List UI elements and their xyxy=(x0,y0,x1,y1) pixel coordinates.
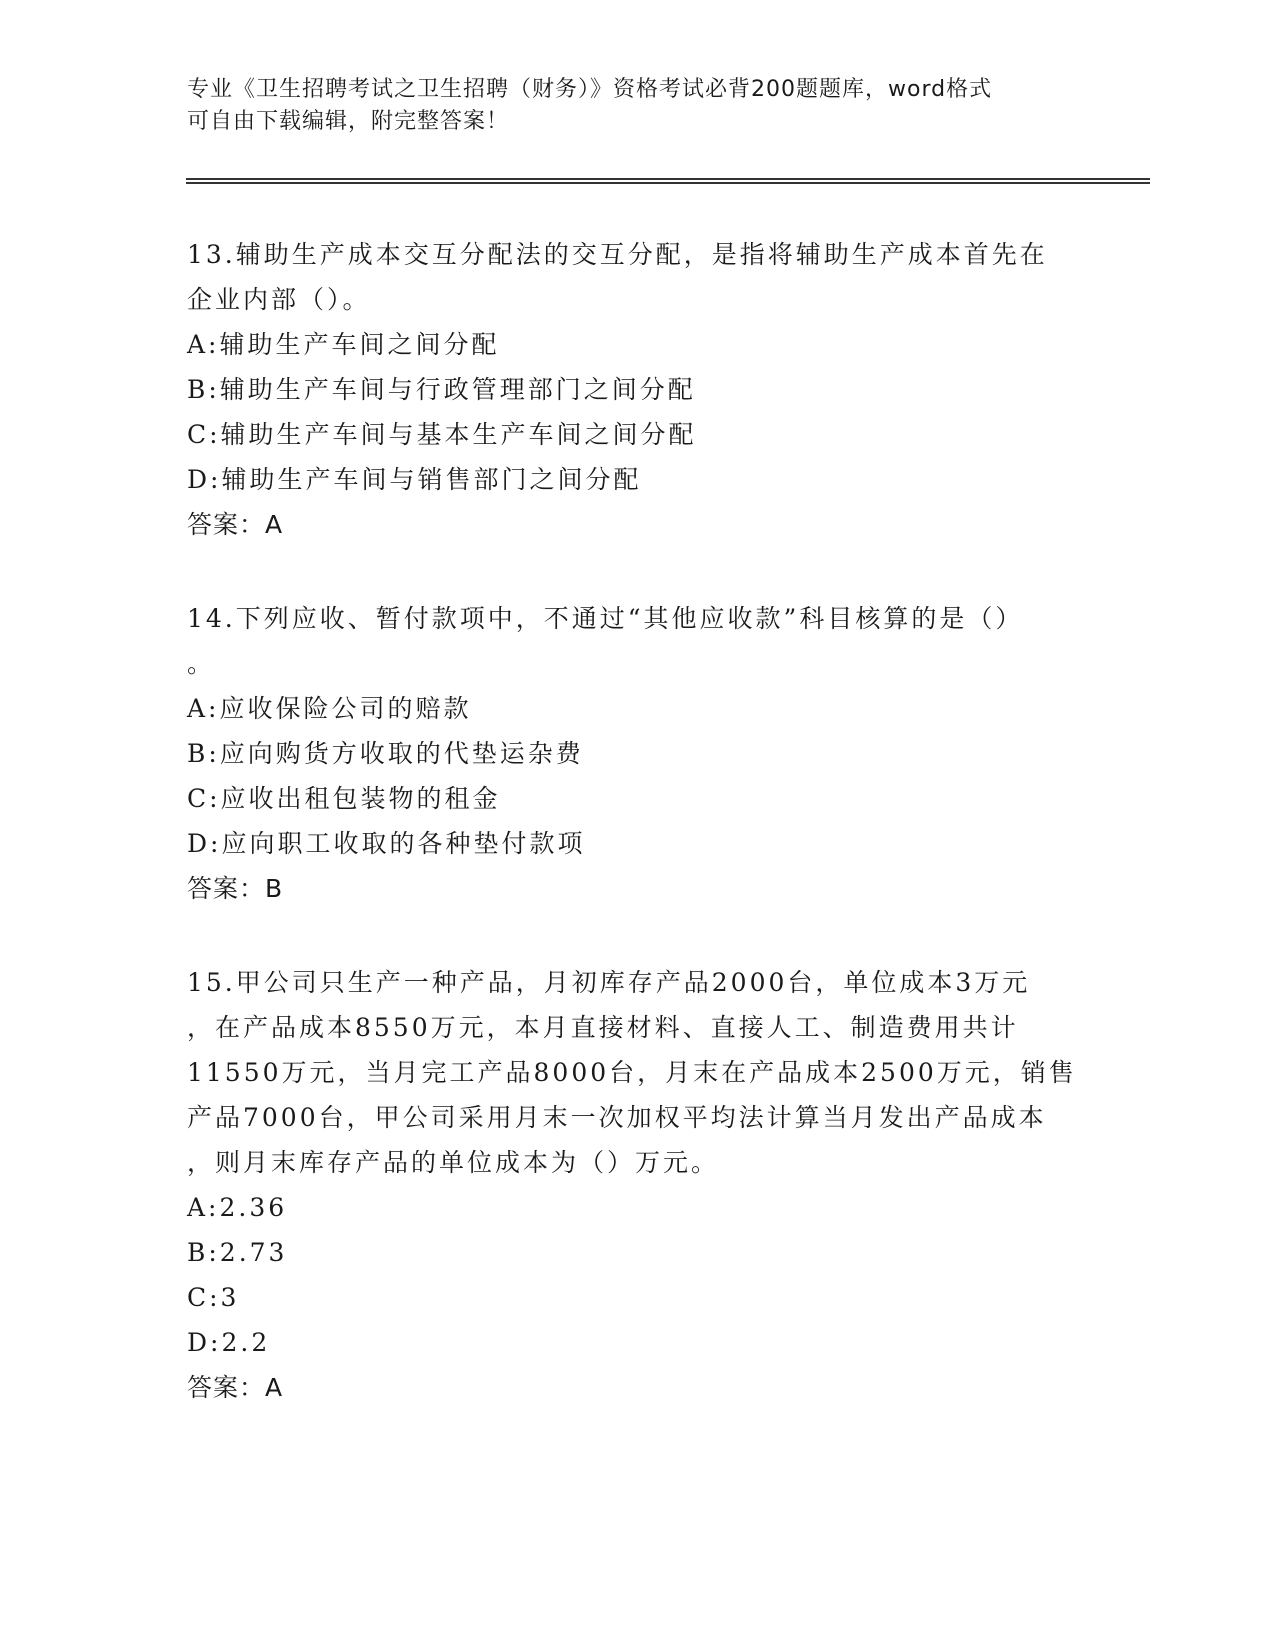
question-stem-line: 11550万元，当月完工产品8000台，月末在产品成本2500万元，销售 xyxy=(187,1058,1077,1087)
header-line-1: 专业《卫生招聘考试之卫生招聘（财务）》资格考试必背200题题库，word格式 xyxy=(187,77,993,102)
question-stem-line: 企业内部（）。 xyxy=(187,285,371,314)
question-stem-line: ，则月末库存产品的单位成本为（）万元。 xyxy=(187,1148,720,1177)
option-d: D:应向职工收取的各种垫付款项 xyxy=(187,829,586,858)
option-c: C:应收出租包装物的租金 xyxy=(187,784,501,813)
option-c: C:辅助生产车间与基本生产车间之间分配 xyxy=(187,420,697,449)
option-d: D:2.2 xyxy=(187,1328,271,1357)
header-divider xyxy=(186,178,1150,184)
question-stem-line: 14.下列应收、暂付款项中，不通过“其他应收款”科目核算的是（） xyxy=(187,604,1024,633)
answer-line: 答案：B xyxy=(187,874,284,903)
option-c: C:3 xyxy=(187,1283,240,1312)
question-stem-line: 13.辅助生产成本交互分配法的交互分配，是指将辅助生产成本首先在 xyxy=(187,240,1048,269)
question-stem-line: 。 xyxy=(187,649,216,678)
question-stem-line: 15.甲公司只生产一种产品，月初库存产品2000台，单位成本3万元 xyxy=(187,968,1031,997)
option-b: B:2.73 xyxy=(187,1238,288,1267)
option-a: A:2.36 xyxy=(187,1193,288,1222)
document-header xyxy=(187,74,1067,138)
question-13 xyxy=(187,232,1087,547)
answer-line: 答案：A xyxy=(187,510,284,539)
question-stem-line: ，在产品成本8550万元，本月直接材料、直接人工、制造费用共计 xyxy=(187,1013,1019,1042)
option-a: A:辅助生产车间之间分配 xyxy=(187,330,500,359)
option-b: B:应向购货方收取的代垫运杂费 xyxy=(187,739,584,768)
header-line-2: 可自由下载编辑，附完整答案！ xyxy=(187,109,510,134)
question-15 xyxy=(187,960,1087,1410)
option-d: D:辅助生产车间与销售部门之间分配 xyxy=(187,465,642,494)
option-b: B:辅助生产车间与行政管理部门之间分配 xyxy=(187,375,696,404)
answer-line: 答案：A xyxy=(187,1373,284,1402)
question-14 xyxy=(187,596,1087,911)
option-a: A:应收保险公司的赔款 xyxy=(187,694,472,723)
question-stem-line: 产品7000台，甲公司采用月末一次加权平均法计算当月发出产品成本 xyxy=(187,1103,1047,1132)
